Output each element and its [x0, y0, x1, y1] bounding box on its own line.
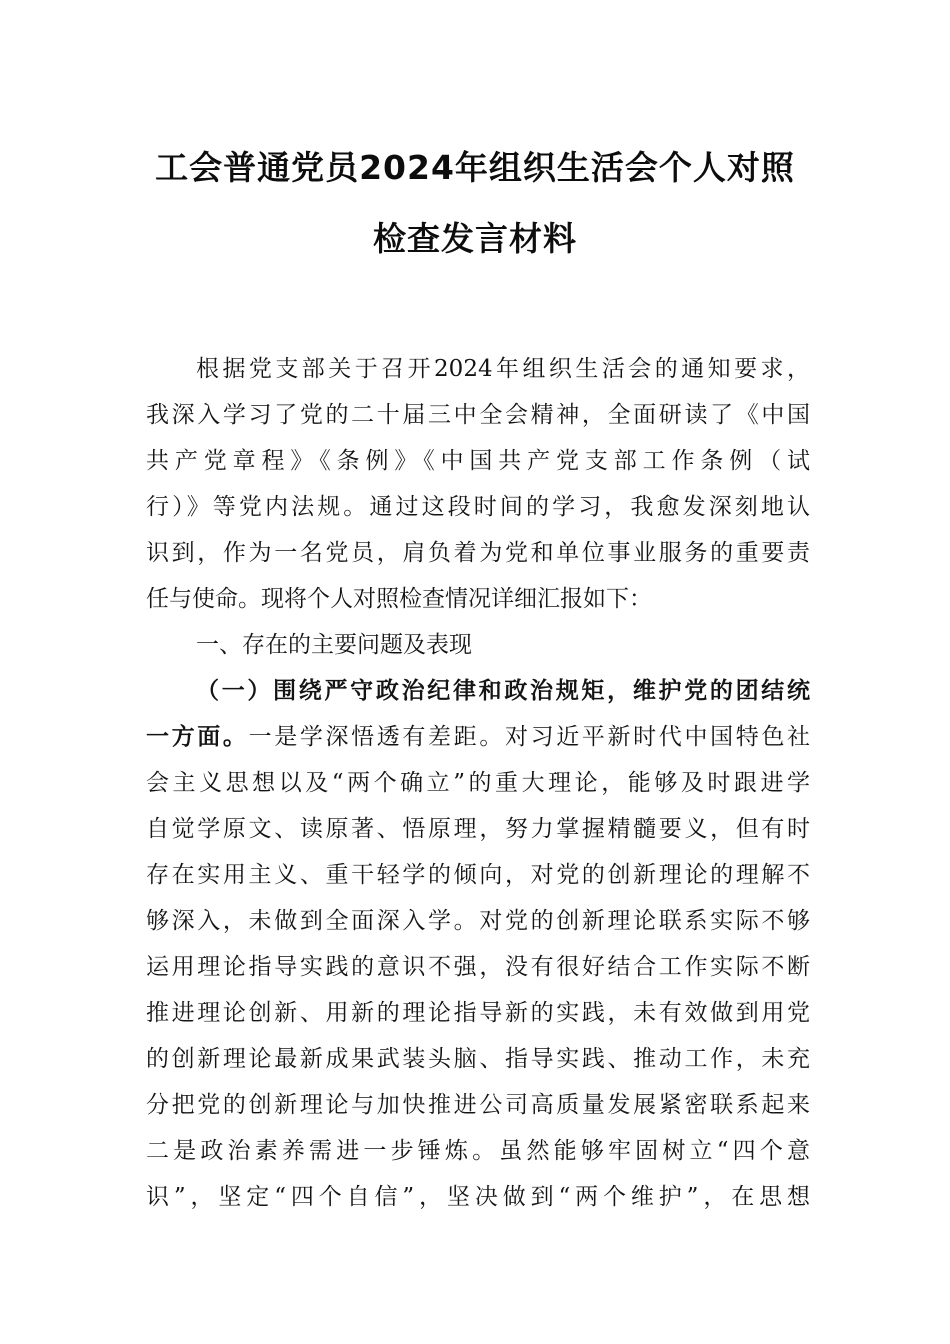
paragraph-line — [146, 714, 810, 760]
paragraph-line-text: 一是学深悟透有差距。对习近平新时代中国特色社 — [248, 724, 811, 750]
paragraph-line: 推进理论创新、用新的理论指导新的实践，未有效做到用党 — [146, 1000, 810, 1026]
paragraph-line: 自觉学原文、读原著、悟原理，努力掌握精髓要义，但有时 — [146, 816, 810, 842]
paragraph-line: 二是政治素养需进一步锤炼。虽然能够牢固树立“四个意 — [146, 1138, 810, 1164]
intro-line: 根据党支部关于召开2024年组织生活会的通知要求， — [196, 356, 810, 382]
intro-line: 共产党章程》《条例》《中国共产党支部工作条例（试 — [146, 448, 810, 474]
intro-line: 行）》等党内法规。通过这段时间的学习，我愈发深刻地认 — [146, 494, 810, 520]
paragraph-line: 够深入，未做到全面深入学。对党的创新理论联系实际不够 — [146, 908, 810, 934]
subsection-heading: （一）围绕严守政治纪律和政治规矩，维护党的团结统 — [196, 677, 810, 704]
document-title-line-1: 工会普通党员2024年组织生活会个人对照 — [155, 148, 795, 187]
subsection-heading-continued: 一方面。 — [146, 723, 249, 750]
document-title-line-2: 检查发言材料 — [373, 219, 577, 258]
paragraph-line: 分把党的创新理论与加快推进公司高质量发展紧密联系起来 — [146, 1092, 810, 1118]
intro-line: 任与使命。现将个人对照检查情况详细汇报如下： — [146, 586, 652, 612]
paragraph-line: 识”，坚定“四个自信”，坚决做到“两个维护”，在思想 — [146, 1184, 810, 1210]
paragraph-line: 运用理论指导实践的意识不强，没有很好结合工作实际不断 — [146, 954, 810, 980]
intro-line: 我深入学习了党的二十届三中全会精神，全面研读了《中国 — [146, 402, 810, 428]
paragraph-line: 存在实用主义、重干轻学的倾向，对党的创新理论的理解不 — [146, 862, 810, 888]
paragraph-line: 的创新理论最新成果武装头脑、指导实践、推动工作，未充 — [146, 1046, 810, 1072]
section-heading: 一、存在的主要问题及表现 — [196, 632, 472, 658]
intro-line: 识到，作为一名党员，肩负着为党和单位事业服务的重要责 — [146, 540, 810, 566]
paragraph-line: 会主义思想以及“两个确立”的重大理论，能够及时跟进学 — [146, 770, 810, 796]
